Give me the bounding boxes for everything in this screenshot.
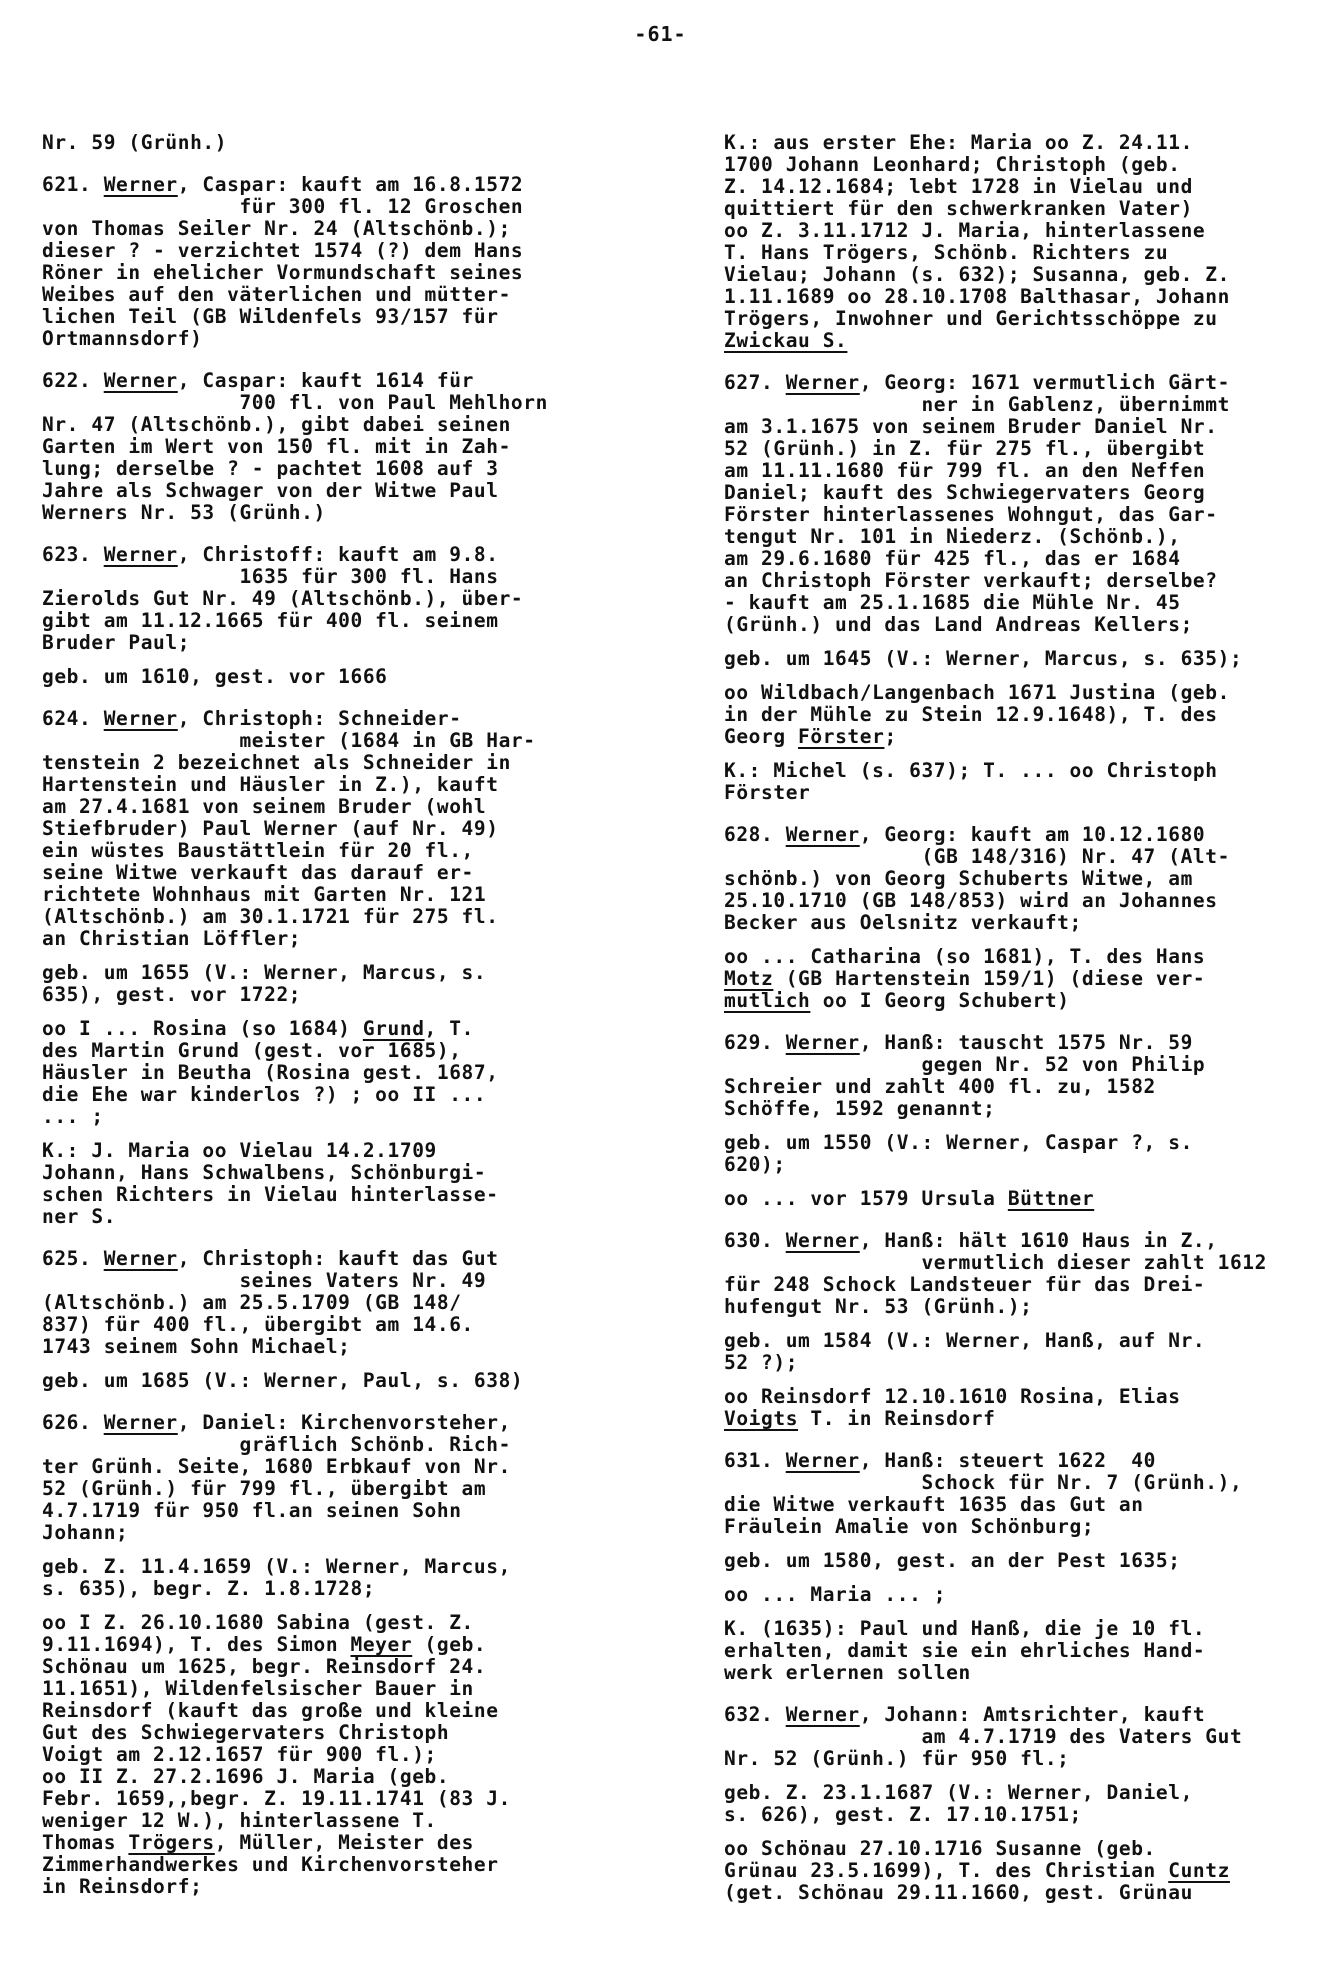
paragraph [42,370,612,524]
underlined-name: Büttner [1007,1187,1095,1210]
text-run: 630. [724,1229,786,1252]
text-run: , Daniel: Kirchenvorsteher, gräflich Schönb. Rich- ter Grünh. Seite, 1680 Erbkauf von Nr. 52 (Grünh.) für 799 fl., übergibt am 4.7.1719 für 950 fl.an seinen Sohn Johann; [42,1411,511,1544]
paragraph [724,1386,1294,1430]
text-run: 622. [42,369,104,392]
text-run: 632. [724,1703,786,1726]
underlined-name: Werner [785,1229,860,1252]
text-run: (get. Schönau 29.11.1660, gest. Grünau [724,1881,1193,1904]
text-run: , Georg: kauft am 10.12.1680 (GB 148/316) Nr. 47 (Alt- schönb.) von Georg Schuberts Witwe, am 25.10.1710 (GB 148/853) wird an Johannes Becker aus Oelsnitz verkauft; [724,823,1230,934]
text-run: 631. [724,1449,786,1472]
text-run: (GB Hartenstein 159/1) (diese ver- [785,967,1206,990]
underlined-name: Meyer [350,1633,413,1656]
paragraph: geb. um 1645 (V.: Werner, Marcus, s. 635); [724,647,1243,670]
underlined-name: Zwickau S. [724,329,848,352]
text-run: oo Wildbach/Langenbach 1671 Justina (geb. in der Mühle zu Stein 12.9.1648), T. des Georg [724,681,1230,748]
text-run: 621. [42,173,104,196]
paragraph: K.: Michel (s. 637); T. ... oo Christoph Förster [724,759,1218,804]
text-run: , Georg: 1671 vermutlich Gärt- ner in Gablenz, übernimmt am 3.1.1675 von seinem Bruder Daniel Nr. 52 (Grünh.) in Z. für 275 fl., übergibt am 11.11.1680 für 799 fl. an den Neffen Daniel; kauft des Schwiegervaters Georg Förster hinterlassenes Wohngut, das Gar- tengut Nr. 101 in Niederz. (Schönb.), am 29.6.1680 für 425 fl., das er 1684 an Christoph Förster verkauft; derselbe? - kauft am 25.1.1685 die Mühle Nr. 45 (Grünh.) und das Land Andreas Kellers; [724,371,1230,636]
paragraph [42,544,612,654]
underlined-name: Werner [103,1411,178,1434]
paragraph [724,1230,1294,1318]
paragraph: Nr. 59 (Grünh.) [42,131,228,154]
paragraph: geb. um 1685 (V.: Werner, Paul, s. 638) [42,1369,524,1392]
paragraph: K.: J. Maria oo Vielau 14.2.1709 Johann, Hans Schwalbens, Schönburgi- schen Richters in Vielau hinterlasse- ner S. [42,1139,499,1228]
paragraph [724,372,1294,636]
text-run: 627. [724,371,786,394]
text-run: , T. des Martin Grund (gest. vor 1685), Häusler in Beutha (Rosina gest. 1687, die Ehe war kinderlos ?) ; oo II ... ... ; [42,1017,499,1128]
paragraph: geb. um 1580, gest. an der Pest 1635; [724,1549,1181,1572]
text-run: oo I Z. 26.10.1680 Sabina (gest. Z. 9.11.1694), T. des Simon [42,1611,474,1656]
paragraph: K. (1635): Paul und Hanß, die je 10 fl. erhalten, damit sie ein ehrliches Hand- werk erlernen sollen [724,1617,1206,1684]
underlined-name: Werner [785,823,860,846]
text-run: 623. [42,543,104,566]
text-run: , Johann: Amtsrichter, kauft am 4.7.1719 des Vaters Gut Nr. 52 (Grünh.) für 950 fl.; [724,1703,1243,1770]
paragraph [724,1704,1294,1770]
text-run: oo ... Catharina (so 1681), T. des Hans [724,945,1206,968]
underlined-name: Werner [103,369,178,392]
paragraph [42,174,612,350]
underlined-name: Werner [785,1703,860,1726]
underlined-name: Werner [103,173,178,196]
underlined-name: Motz [724,967,774,990]
paragraph: geb. um 1655 (V.: Werner, Marcus, s. 635), gest. vor 1722; [42,961,487,1006]
text-run: , Christoph: kauft das Gut seines Vaters Nr. 49 (Altschönb.) am 25.5.1709 (GB 148/ 837) für 400 fl., übergibt am 14.6. 1743 seinem Sohn Michael; [42,1247,499,1358]
text-run: oo I Georg Schubert) [810,989,1070,1012]
text-run: oo Schönau 27.10.1716 Susanne (geb. Grünau 23.5.1699), T. des Christian [724,1837,1156,1882]
page-number: -61- [634,22,687,46]
underlined-name: mutlich [724,989,811,1012]
paragraph [724,682,1294,748]
paragraph [42,1248,612,1358]
underlined-name: Werner [103,707,178,730]
paragraph [724,1032,1294,1120]
paragraph: geb. um 1550 (V.: Werner, Caspar ?, s. 620); [724,1131,1193,1176]
text-run: , Hanß: tauscht 1575 Nr. 59 gegen Nr. 52 von Philip Schreier und zahlt 400 fl. zu, 1582 Schöffe, 1592 genannt; [724,1031,1206,1120]
text-run: , Hanß: hält 1610 Haus in Z., vermutlich dieser zahlt 1612 für 248 Schock Landsteuer für das Drei- hufengut Nr. 53 (Grünh.); [724,1229,1267,1318]
left-column [42,132,612,1910]
paragraph [724,824,1294,934]
text-run: (geb. Schönau um 1625, begr. Reinsdorf 24. 11.1651), Wildenfelsischer Bauer in Reinsdorf (kauft das große und kleine Gut des Schwiegervaters Christoph Voigt am 2.12.1657 für 900 fl.); oo II Z. 27.2.1696 J. Maria (geb. Febr. 1659,,begr. Z. 19.11.1741 (83 J. weniger 12 W.), hinterlassene T. Thomas [42,1633,511,1854]
text-run: ; [884,725,897,748]
text-run: 626. [42,1411,104,1434]
text-run: , Müller, Meister des Zimmerhandwerkes und Kirchenvorsteher in Reinsdorf; [42,1831,499,1898]
paragraph [724,1188,1294,1210]
underlined-name: Grund [362,1017,425,1040]
right-column [724,132,1294,1916]
text-run: , Caspar: kauft am 16.8.1572 für 300 fl. 12 Groschen von Thomas Seiler Nr. 24 (Altschönb.); dieser ? - verzichtet 1574 (?) dem Hans Röner in ehelicher Vormundschaft seines Weibes auf den väterlichen und mütter- lichen Teil (GB Wildenfels 93/157 für Ortmannsdorf) [42,173,524,350]
paragraph [42,1412,612,1544]
paragraph: geb. Z. 11.4.1659 (V.: Werner, Marcus, s. 635), begr. Z. 1.8.1728; [42,1555,511,1600]
text-run: oo Reinsdorf 12.10.1610 Rosina, Elias [724,1385,1181,1408]
paragraph [724,1838,1294,1904]
text-run: oo ... vor 1579 Ursula [724,1187,1008,1210]
underlined-name: Trögers [128,1831,215,1854]
paragraph [724,132,1294,352]
underlined-name: Werner [785,1031,860,1054]
paragraph [724,946,1294,1012]
text-run: , Caspar: kauft 1614 für 700 fl. von Paul Mehlhorn Nr. 47 (Altschönb.), gibt dabei seinen Garten im Wert von 150 fl. mit in Zah- lung; derselbe ? - pachtet 1608 auf 3 Jahre als Schwager von der Witwe Paul Werners Nr. 53 (Grünh.) [42,369,548,524]
text-run: 625. [42,1247,104,1270]
paragraph: oo ... Maria ... ; [724,1583,947,1606]
underlined-name: Voigts [724,1407,799,1430]
underlined-name: Förster [798,725,885,748]
paragraph [42,1612,612,1898]
text-run: K.: aus erster Ehe: Maria oo Z. 24.11. 1700 Johann Leonhard; Christoph (geb. Z. 14.12.1684; lebt 1728 in Vielau und quittiert für den schwerkranken Vater) oo Z. 3.11.1712 J. Maria, hinterlassene T. Hans Trögers, Schönb. Richters zu Vielau; Johann (s. 632); Susanna, geb. Z. 1.11.1689 oo 28.10.1708 Balthasar, Johann Trögers, Inwohner und Gerichtsschöppe zu [724,131,1230,330]
paragraph: geb. Z. 23.1.1687 (V.: Werner, Daniel, s. 626), gest. Z. 17.10.1751; [724,1781,1193,1826]
underlined-name: Werner [103,1247,178,1270]
underlined-name: Werner [103,543,178,566]
text-run: T. in Reinsdorf [798,1407,996,1430]
paragraph [42,708,612,950]
text-run: 624. [42,707,104,730]
underlined-name: Werner [785,1449,860,1472]
text-run: , Christoph: Schneider- meister (1684 in GB Har- tenstein 2 bezeichnet als Schneider in Hartenstein und Häusler in Z.), kauft am 27.4.1681 von seinem Bruder (wohl Stiefbruder) Paul Werner (auf Nr. 49) ein wüstes Baustättlein für 20 fl., seine Witwe verkauft das darauf er- richtete Wohnhaus mit Garten Nr. 121 (Altschönb.) am 30.1.1721 für 275 fl. an Christian Löffler; [42,707,536,950]
underlined-name: Cuntz [1168,1859,1230,1882]
paragraph: geb. um 1610, gest. vor 1666 [42,665,388,688]
text-run: , Christoff: kauft am 9.8. 1635 für 300 fl. Hans Zierolds Gut Nr. 49 (Altschönb.), über- gibt am 11.12.1665 für 400 fl. seinem Bruder Paul; [42,543,524,654]
underlined-name: Werner [785,371,860,394]
paragraph [42,1018,612,1128]
text-run: , Hanß: steuert 1622 40 Schock für Nr. 7 (Grünh.), die Witwe verkauft 1635 das Gut an Fräulein Amalie von Schönburg; [724,1449,1243,1538]
text-run: 628. [724,823,786,846]
paragraph [724,1450,1294,1538]
paragraph: geb. um 1584 (V.: Werner, Hanß, auf Nr. 52 ?); [724,1329,1206,1374]
text-run: oo I ... Rosina (so 1684) [42,1017,363,1040]
text-run: 629. [724,1031,786,1054]
